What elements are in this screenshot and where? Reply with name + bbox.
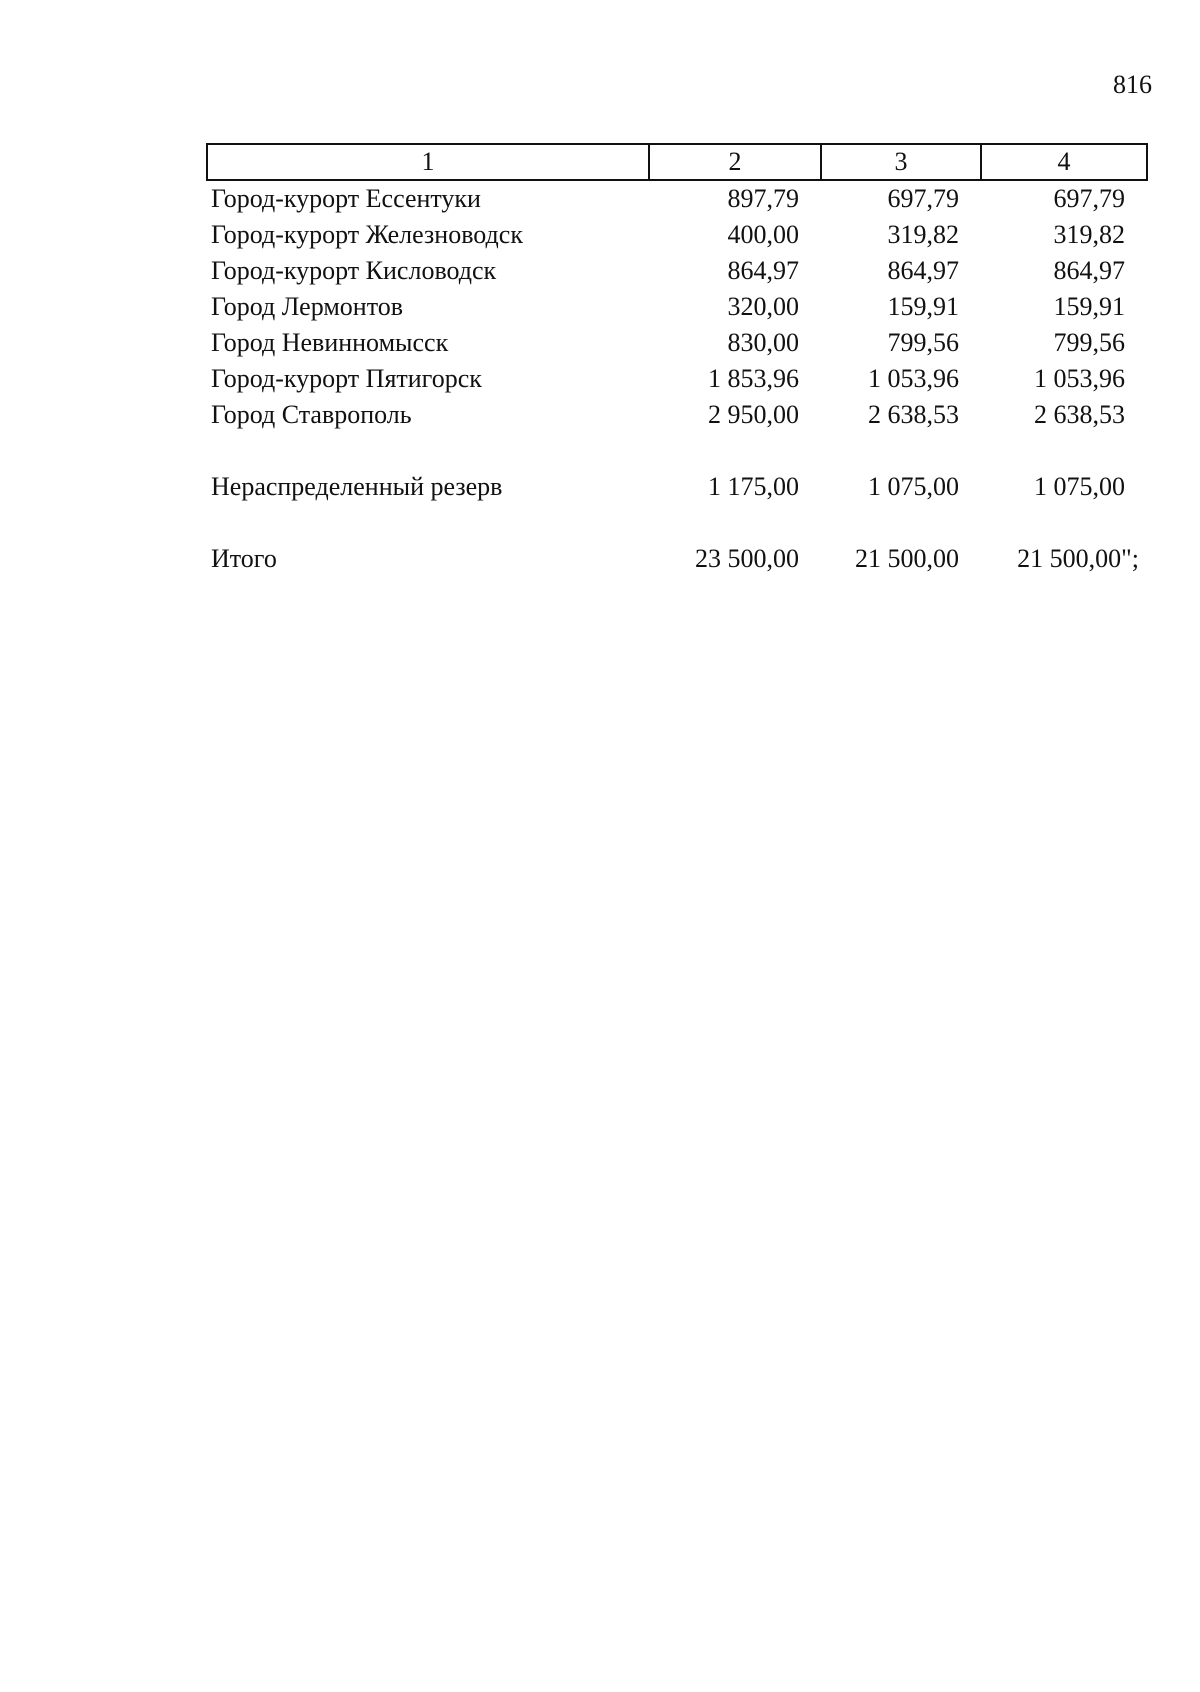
header-col-1: 1 [207,144,649,180]
table-row [207,180,1147,217]
row-value-col-4: 799,56 [1053,328,1125,357]
row-name: Город Ставрополь [211,400,412,429]
row-value-col-4: 864,97 [1053,256,1125,285]
row-value-col-4: 2 638,53 [1034,400,1125,429]
table-body [207,180,1147,577]
row-value-col-4: 159,91 [1053,292,1125,321]
row-value-col-4: 1 053,96 [1034,364,1125,393]
row-value-col-2: 864,97 [727,256,799,285]
row-name: Город-курорт Пятигорск [211,364,482,393]
row-value-col-2: 2 950,00 [708,400,799,429]
row-value-col-3: 159,91 [887,292,959,321]
header-col-4: 4 [981,144,1147,180]
reserve-value-col-3: 1 075,00 [868,472,959,501]
row-value-col-2: 897,79 [727,184,799,213]
allocation-table [206,143,1148,577]
row-value-col-4: 319,82 [1053,220,1125,249]
table-row [207,217,1147,253]
row-value-col-3: 697,79 [887,184,959,213]
row-value-col-2: 400,00 [727,220,799,249]
reserve-name: Нераспределенный резерв [211,472,503,501]
table-row [207,289,1147,325]
row-value-col-2: 320,00 [727,292,799,321]
total-name: Итого [211,544,277,573]
total-row [207,505,1147,577]
total-value-col-3: 21 500,00 [855,544,959,573]
row-value-col-2: 830,00 [727,328,799,357]
row-name: Город-курорт Кисловодск [211,256,497,285]
row-name: Город-курорт Железноводск [211,220,523,249]
row-value-col-3: 864,97 [887,256,959,285]
row-name: Город-курорт Ессентуки [211,184,481,213]
row-value-col-3: 1 053,96 [868,364,959,393]
total-value-col-2: 23 500,00 [695,544,799,573]
row-value-col-3: 319,82 [887,220,959,249]
reserve-value-col-4: 1 075,00 [1034,472,1125,501]
table-row [207,361,1147,397]
table-row [207,397,1147,433]
page-number: 816 [1113,70,1152,99]
reserve-value-col-2: 1 175,00 [708,472,799,501]
table-row [207,253,1147,289]
header-col-2: 2 [649,144,821,180]
reserve-row [207,433,1147,505]
row-value-col-3: 2 638,53 [868,400,959,429]
row-name: Город Невинномысск [211,328,449,357]
row-name: Город Лермонтов [211,292,403,321]
row-value-col-2: 1 853,96 [708,364,799,393]
header-row [207,144,1147,180]
row-value-col-3: 799,56 [887,328,959,357]
header-col-3: 3 [821,144,981,180]
table-header [207,144,1147,180]
row-value-col-4: 697,79 [1053,184,1125,213]
total-value-col-4: 21 500,00"; [1017,544,1139,573]
table-row [207,325,1147,361]
